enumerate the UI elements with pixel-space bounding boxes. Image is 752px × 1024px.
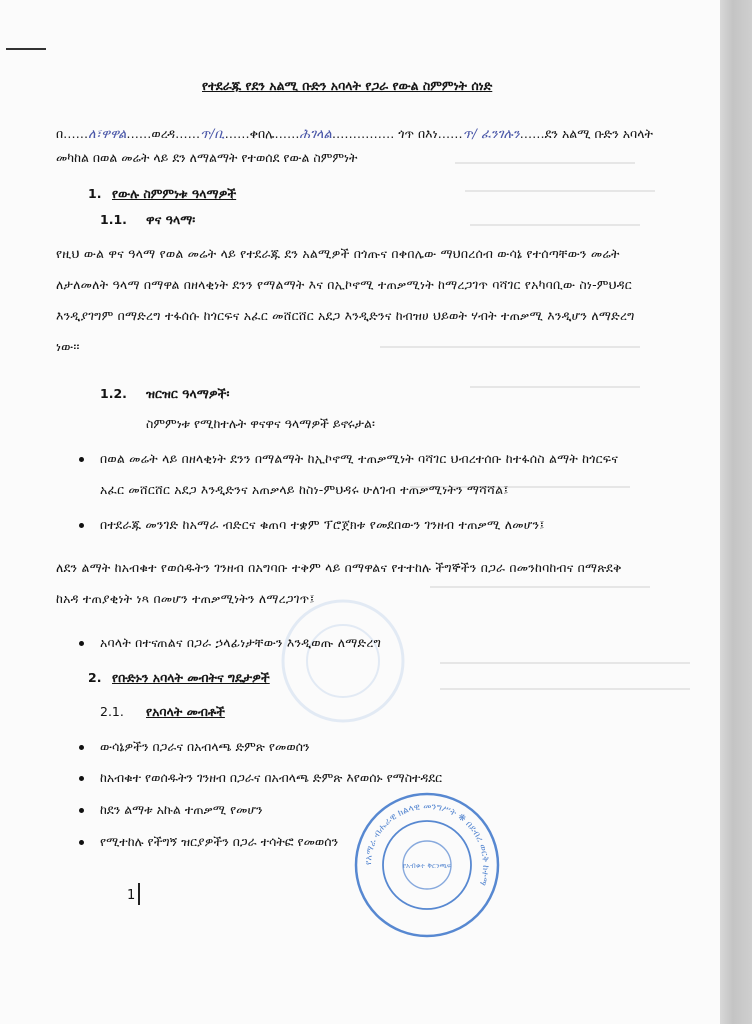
subsection-2-1-heading: የአባላት መብቶች bbox=[146, 704, 225, 719]
bleed-through-line bbox=[470, 386, 640, 388]
official-stamp bbox=[352, 790, 502, 940]
bleed-through-line bbox=[465, 190, 655, 192]
intro-line-1: በ……ለ፣ዋዋል……ወረዳ……ጥ/ቢ……ቀበሌ……ሕገላል…………… ጎጥ በእነ……ጥ/ ፈንገሉን……ደን አልሚ ቡድን አባላት bbox=[56, 126, 653, 142]
bleed-through-line bbox=[440, 688, 690, 690]
member-right-4: የሚተከሉ የችግኝ ዝርያዎችን በጋራ ተሳትፎ የመወሰን bbox=[100, 834, 339, 849]
specific-goal-1-line-2: አፈር መሸርሸር አደጋ እንዲድንና አጠቃላይ ከስነ-ምህዳሩ ሁለገብ ተጠቃሚነትን ማሻሻል፤ bbox=[100, 482, 509, 497]
specific-goal-1-line-1: በወል መሬት ላይ በዘላቂነት ደንን በማልማት ከኢኮኖሚ ተጠቃሚነት ባሻገር ህብረተሰቡ ከተፋሰስ ልማት ከጎርፍና bbox=[100, 451, 619, 466]
subsection-1-1-heading: ዋና ዓላማ፡ bbox=[146, 212, 196, 227]
handwritten-kebele: ሕገላል bbox=[299, 127, 332, 142]
scan-edge bbox=[720, 0, 752, 1024]
subsection-2-1-number: 2.1. bbox=[100, 704, 124, 719]
specific-goals-intro: ስምምነቱ የሚከተሉት ዋናዋና ዓላማዎች ይኖሩታል፡ bbox=[146, 416, 375, 431]
paragraph-loan-line: ከአዳ ተጠያቂነት ነጻ በመሆን ተጠቃሚነትን ለማረጋገጥ፤ bbox=[56, 591, 315, 606]
stamp-outer-text: የአማራ ብሔራዊ ክልላዊ መንግሥት ❋ በደብረ ወርቅ ከተማ bbox=[363, 801, 491, 887]
intro-line-2: መካከል በወል መሬት ላይ ደን ለማልማት የተወሰደ የውል ስምምነት bbox=[56, 150, 358, 165]
bullet bbox=[79, 840, 84, 845]
document-title: የተደራጁ የደን አልሚ ቡድን አባላት የጋራ የውል ስምምነት ሰነድ bbox=[202, 78, 493, 93]
subsection-1-2-heading: ዝርዝር ዓላማዎች፡ bbox=[146, 386, 230, 401]
paragraph-main-goal-line: የዚህ ውል ዋና ዓላማ የወል መሬት ላይ የተደራጁ ደን አልሚዎች በጎጡና በቀበሌው ማህበረሰብ ውሳኔ የተሰጣቸውን መሬት bbox=[56, 246, 620, 261]
bleed-through-line bbox=[455, 162, 635, 164]
handwritten-place: ለ፣ዋዋል bbox=[88, 127, 127, 142]
bleed-through-line bbox=[380, 346, 640, 348]
handwritten-name: ጥ/ ፈንገሉን bbox=[462, 127, 520, 142]
svg-text:የአማራ ብሔራዊ ክልላዊ መንግሥት ❋ በደብረ ወር bbox=[364, 802, 490, 887]
member-right-1: ውሳኔዎችን በጋራና በአብላጫ ድምጽ የመወሰን bbox=[100, 739, 310, 754]
specific-goal-2: በተደራጁ መንገድ ከአማራ ብድርና ቁጠባ ተቋም ፕሮጀክቱ የመደበውን ገንዘብ ተጠቃሚ ለመሆን፤ bbox=[100, 517, 545, 532]
bleed-through-stamp bbox=[278, 596, 408, 726]
section-2-heading: የቡድኑን አባላት መብትና ግዴታዎች bbox=[112, 670, 270, 685]
page-number: 1 bbox=[127, 888, 136, 903]
paragraph-main-goal-line: ነው፡፡ bbox=[56, 339, 80, 354]
section-1-heading: የውሉ ስምምነቱ ዓላማዎች bbox=[112, 186, 237, 201]
subsection-1-2-number: 1.2. bbox=[100, 386, 127, 401]
bleed-through-line bbox=[470, 224, 640, 226]
bullet bbox=[79, 808, 84, 813]
text-cursor bbox=[138, 883, 140, 905]
bullet bbox=[79, 523, 84, 528]
section-2-number: 2. bbox=[88, 670, 102, 685]
bullet bbox=[79, 457, 84, 462]
specific-goal-3: አባላት በተናጠልና በጋራ ኃላፊነታቸውን እንዲወጡ ለማድረግ bbox=[100, 635, 382, 650]
subsection-1-1-number: 1.1. bbox=[100, 212, 127, 227]
paragraph-main-goal-line: እንዲያገግም በማድረግ ተፋሰሱ ከጎርፍና አፈር መሸርሸር አደጋ እንዲድንና ከብዝሀ ህይወት ሃብት ተጠቃሚ እንዲሆን ለማድረግ bbox=[56, 308, 635, 323]
member-right-2: ከአብቁተ የወሰዱትን ገንዘብ በጋራና በአብላጫ ድምጽ እየወሰኑ የማስተዳደር bbox=[100, 770, 443, 785]
section-1-number: 1. bbox=[88, 186, 102, 201]
bleed-through-line bbox=[430, 586, 650, 588]
bullet bbox=[79, 776, 84, 781]
paragraph-main-goal-line: ለታለመለት ዓላማ በማዋል በዘላቂነት ደንን የማልማት እና በኢኮኖሚ ተጠቃሚነት ከማረጋገጥ ባሻገር የአካባቢው ስነ-ምህዳር bbox=[56, 277, 632, 292]
member-right-3: ከደን ልማቱ አኩል ተጠቃሚ የመሆን bbox=[100, 802, 263, 817]
paragraph-loan-line: ለደን ልማት ከአብቁተ የወሰዱትን ገንዘብ በአግባቡ ተቅም ላይ በማዋልና የተተከሉ ችግኞችን በጋራ በመንከባከብና በማጽደቅ bbox=[56, 560, 622, 575]
margin-mark bbox=[6, 48, 46, 50]
bleed-through-line bbox=[440, 662, 690, 664]
bullet bbox=[79, 641, 84, 646]
bullet bbox=[79, 745, 84, 750]
stamp-inner-text: የአብቁተ ቅርንጫፍ bbox=[402, 862, 452, 870]
handwritten-woreda: ጥ/ቢ bbox=[200, 127, 225, 142]
